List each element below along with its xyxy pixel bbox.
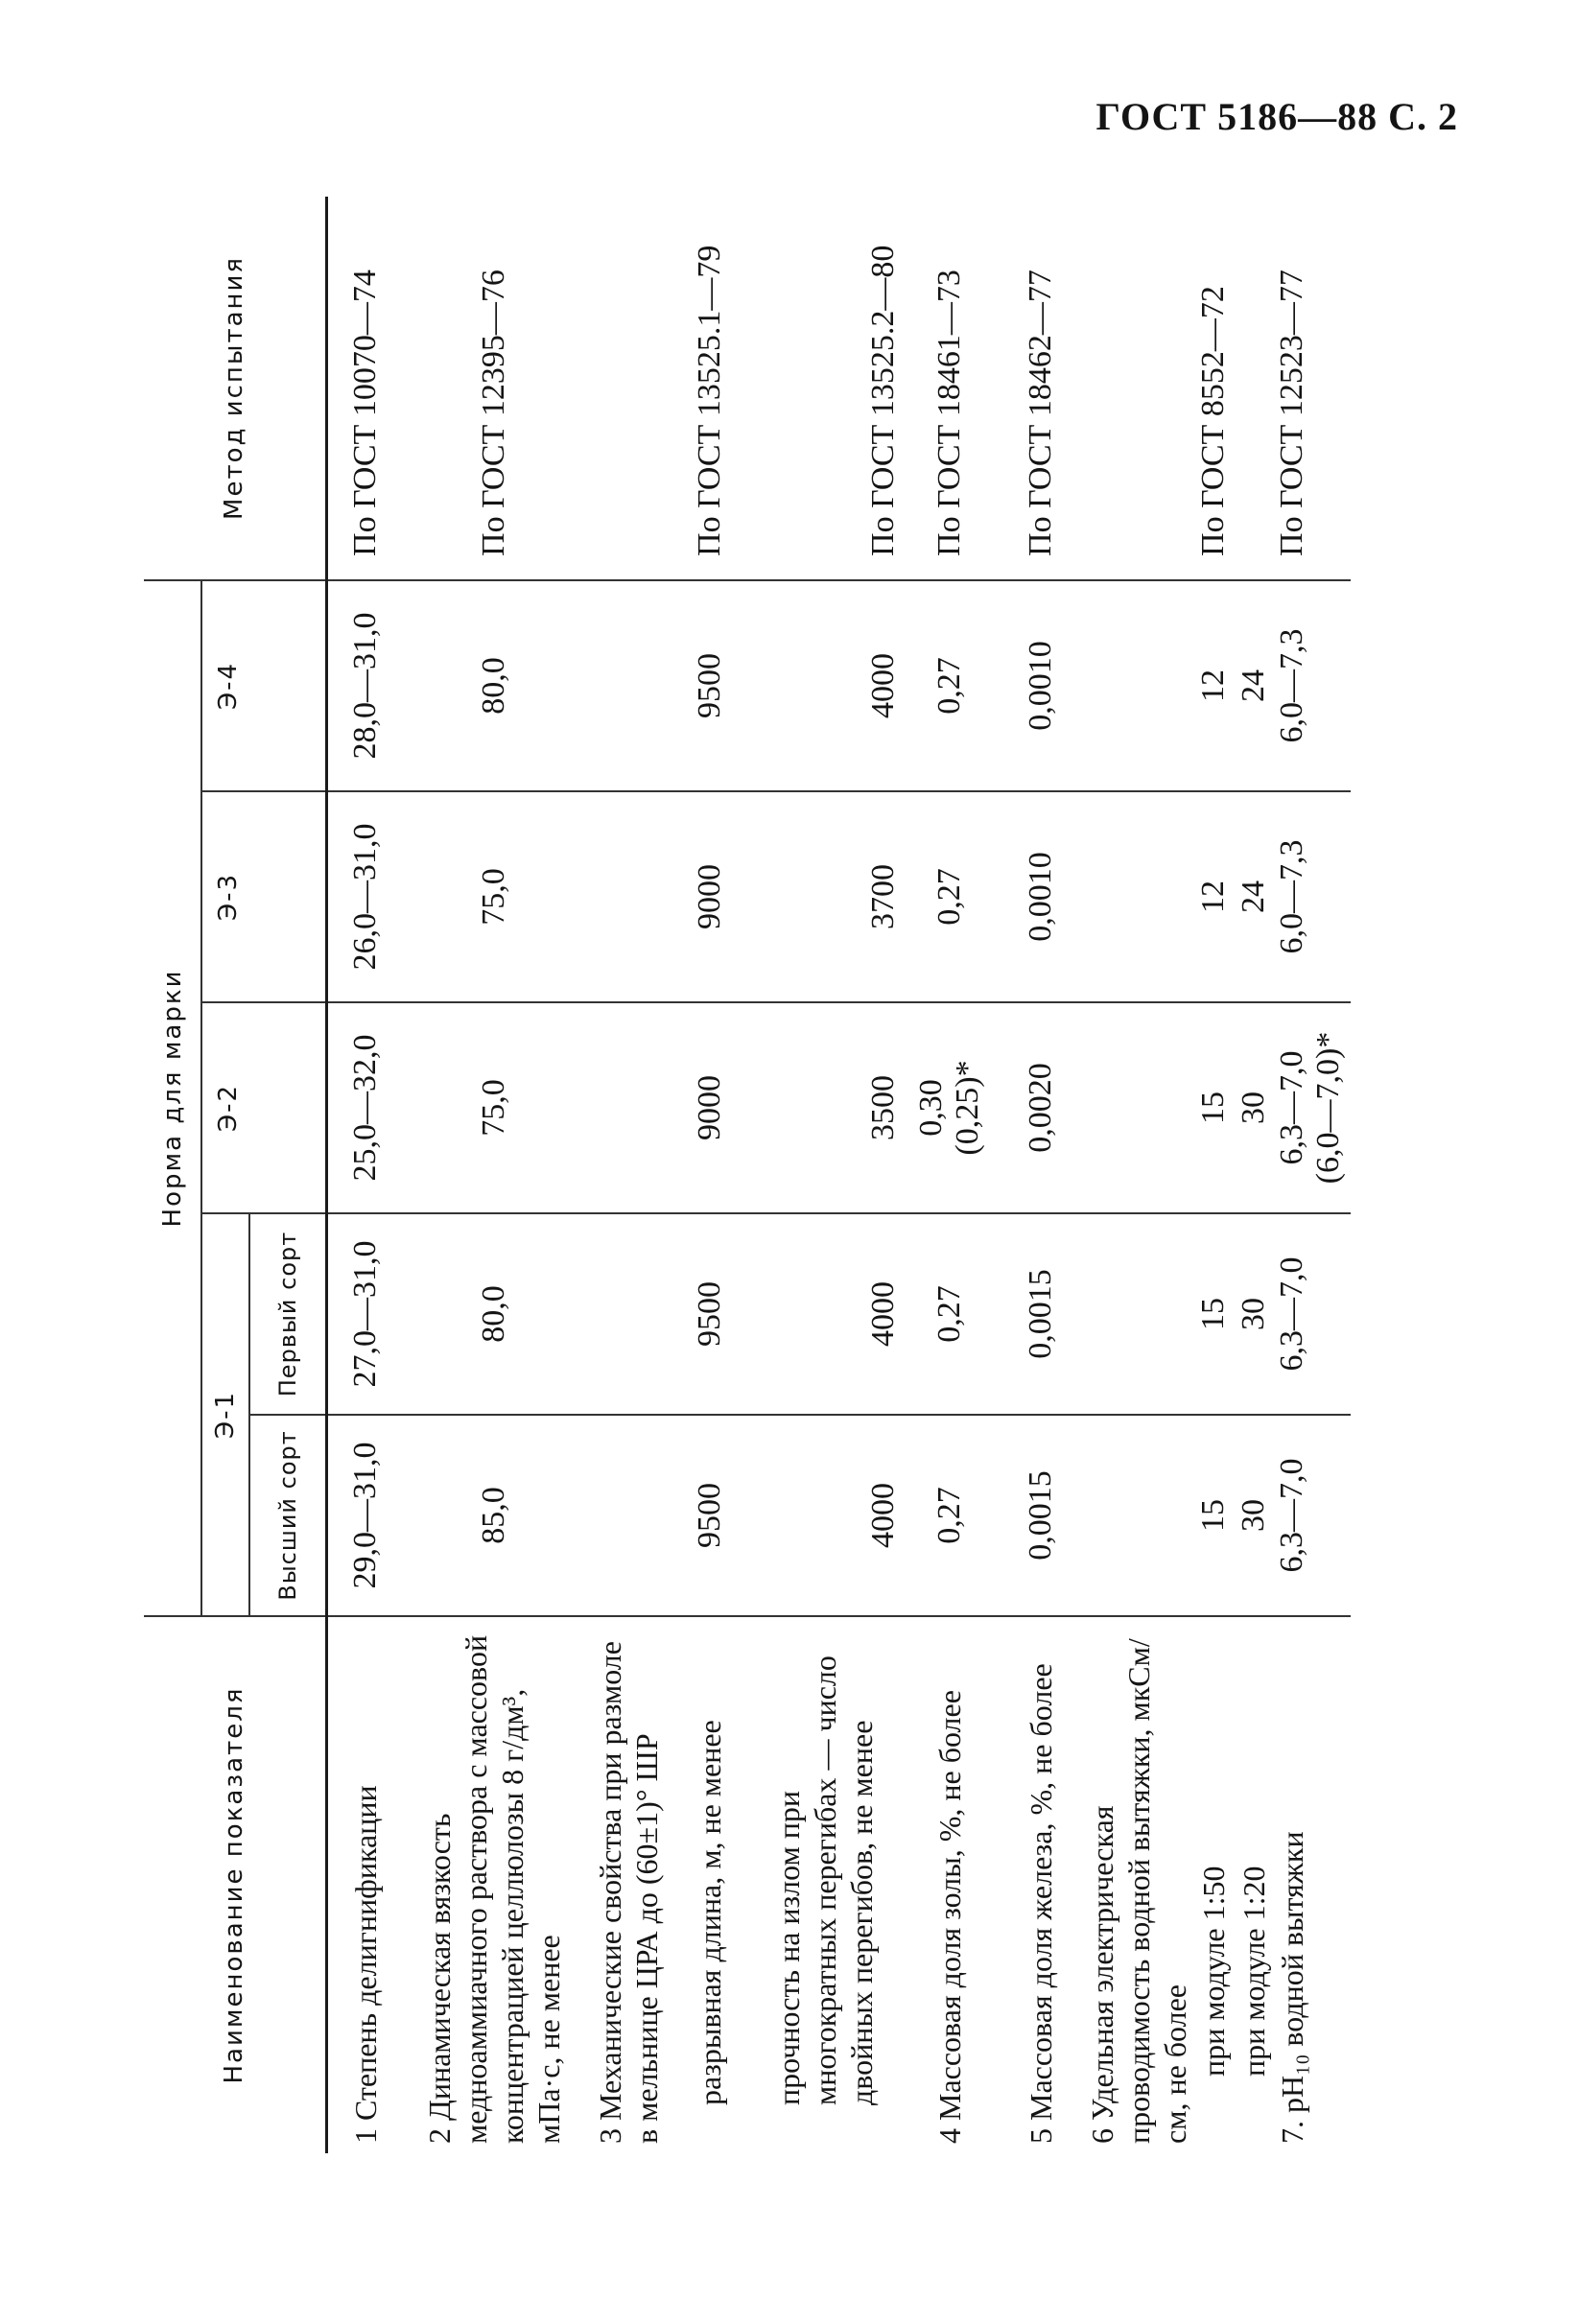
cell-e4: 12 bbox=[1193, 580, 1234, 791]
cell-method bbox=[1234, 197, 1274, 580]
row-name: 5 Массовая доля железа, %, не более bbox=[1024, 1663, 1058, 2144]
cell-e1-first: 9500 bbox=[671, 1213, 748, 1415]
row-subname: прочность на излом при многократных перегибах — число двойных перегибов, не менее bbox=[771, 1655, 879, 2105]
table-row bbox=[326, 197, 403, 2153]
cell-e1-high: 15 bbox=[1193, 1415, 1234, 1616]
cell-e4: 28,0—31,0 bbox=[326, 580, 403, 791]
cell-e3: 75,0 bbox=[403, 791, 585, 1002]
row-subname: разрывная длина, м, не менее bbox=[693, 1720, 727, 2105]
table-row bbox=[671, 197, 748, 2153]
table-row bbox=[585, 197, 671, 2153]
cell-method: По ГОСТ 12395—76 bbox=[403, 197, 585, 580]
cell-e1-high: 0,27 bbox=[902, 1415, 998, 1616]
cell-e1-high: 30 bbox=[1234, 1415, 1274, 1616]
grade-e1-header: Э-1 bbox=[201, 1213, 249, 1616]
table-row bbox=[1084, 197, 1193, 2153]
cell-e1-first: 30 bbox=[1234, 1213, 1274, 1415]
cell-e4: 9500 bbox=[671, 580, 748, 791]
cell-e3: 6,0—7,3 bbox=[1274, 791, 1351, 1002]
page-header: ГОСТ 5186—88 С. 2 bbox=[1095, 95, 1458, 138]
row-name: 1 Степень делигнификации bbox=[347, 1785, 383, 2144]
cell-e1-first: 80,0 bbox=[403, 1213, 585, 1415]
norms-table bbox=[144, 197, 1401, 2153]
row-name: 7. pH₁₀ водной вытяжки bbox=[1275, 1831, 1309, 2144]
cell-method: По ГОСТ 13525.2—80 bbox=[748, 197, 902, 580]
table-row bbox=[998, 197, 1084, 2153]
cell-e2: 3500 bbox=[748, 1002, 902, 1213]
table-row bbox=[902, 197, 998, 2153]
cell-e2-main: 0,30 bbox=[913, 1079, 949, 1137]
col-header-norm: Норма для марки bbox=[144, 580, 201, 1616]
cell-e2: 0,0020 bbox=[998, 1002, 1084, 1213]
grade-e3-header: Э-3 bbox=[201, 791, 326, 1002]
cell-e1-first: 27,0—31,0 bbox=[326, 1213, 403, 1415]
row-name: 4 Массовая доля золы, %, не более bbox=[932, 1690, 967, 2144]
cell-e3: 26,0—31,0 bbox=[326, 791, 403, 1002]
cell-method: По ГОСТ 13525.1—79 bbox=[671, 197, 748, 580]
table-row bbox=[748, 197, 902, 2153]
cell-e4: 80,0 bbox=[403, 580, 585, 791]
col-header-method: Метод испытания bbox=[144, 197, 326, 580]
grade-e4-header: Э-4 bbox=[201, 580, 326, 791]
table-row bbox=[1274, 197, 1351, 2153]
cell-e4: 6,0—7,3 bbox=[1274, 580, 1351, 791]
cell-e3: 24 bbox=[1234, 791, 1274, 1002]
cell-e3: 12 bbox=[1193, 791, 1234, 1002]
cell-e2: 75,0 bbox=[403, 1002, 585, 1213]
cell-method: По ГОСТ 12523—77 bbox=[1274, 197, 1351, 580]
table-row bbox=[1193, 197, 1234, 2153]
cell-e1-high: 85,0 bbox=[403, 1415, 585, 1616]
cell-e4: 0,27 bbox=[902, 580, 998, 791]
cell-e2-main: 6,3—7,0 bbox=[1274, 1050, 1309, 1165]
sub-header-highest: Высший сорт bbox=[249, 1415, 326, 1616]
table-row bbox=[1234, 197, 1274, 2153]
cell-method: По ГОСТ 10070—74 bbox=[326, 197, 403, 580]
cell-e2-alt: (0,25)* bbox=[950, 1060, 985, 1156]
table-row bbox=[403, 197, 585, 2153]
grade-e2-header: Э-2 bbox=[201, 1002, 326, 1213]
cell-e2: 15 bbox=[1193, 1002, 1234, 1213]
cell-e3: 3700 bbox=[748, 791, 902, 1002]
sub-header-first: Первый сорт bbox=[249, 1213, 326, 1415]
cell-e2 bbox=[902, 1002, 998, 1213]
cell-method: По ГОСТ 18462—77 bbox=[998, 197, 1084, 580]
cell-e1-first: 6,3—7,0 bbox=[1274, 1213, 1351, 1415]
cell-e1-first: 4000 bbox=[748, 1213, 902, 1415]
cell-method: По ГОСТ 8552—72 bbox=[1193, 197, 1234, 580]
cell-e1-high: 9500 bbox=[671, 1415, 748, 1616]
col-header-name: Наименование показателя bbox=[144, 1616, 326, 2153]
row-name: 2 Динамическая вязкость медноаммиачного раствора с массовой концентрацией целлюлозы 8 г/дм³, мПа·с, не менее bbox=[422, 1634, 566, 2144]
rotated-table-container bbox=[144, 197, 1401, 2153]
cell-e3: 9000 bbox=[671, 791, 748, 1002]
row-name: 6 Удельная электрическая проводимость водной вытяжки, мкСм/см, не более bbox=[1085, 1638, 1192, 2144]
row-subname: при модуле 1:20 bbox=[1236, 1866, 1271, 2077]
cell-e1-high: 29,0—31,0 bbox=[326, 1415, 403, 1616]
cell-e2: 25,0—32,0 bbox=[326, 1002, 403, 1213]
cell-e4: 24 bbox=[1234, 580, 1274, 791]
cell-e2-alt: (6,0—7,0)* bbox=[1310, 1031, 1346, 1185]
cell-e2 bbox=[1274, 1002, 1351, 1213]
row-name: 3 Механические свойства при размоле в мельнице ЦРА до (60±1)° ШР bbox=[593, 1641, 664, 2144]
cell-e1-high: 0,0015 bbox=[998, 1415, 1084, 1616]
cell-e1-high: 4000 bbox=[748, 1415, 902, 1616]
cell-e3: 0,0010 bbox=[998, 791, 1084, 1002]
cell-e1-first: 0,0015 bbox=[998, 1213, 1084, 1415]
cell-e1-high: 6,3—7,0 bbox=[1274, 1415, 1351, 1616]
cell-e4: 4000 bbox=[748, 580, 902, 791]
cell-e1-first: 0,27 bbox=[902, 1213, 998, 1415]
row-subname: при модуле 1:50 bbox=[1196, 1866, 1231, 2077]
cell-e3: 0,27 bbox=[902, 791, 998, 1002]
cell-method: По ГОСТ 18461—73 bbox=[902, 197, 998, 580]
cell-e4: 0,0010 bbox=[998, 580, 1084, 791]
cell-e2: 9000 bbox=[671, 1002, 748, 1213]
cell-e1-first: 15 bbox=[1193, 1213, 1234, 1415]
cell-e2: 30 bbox=[1234, 1002, 1274, 1213]
